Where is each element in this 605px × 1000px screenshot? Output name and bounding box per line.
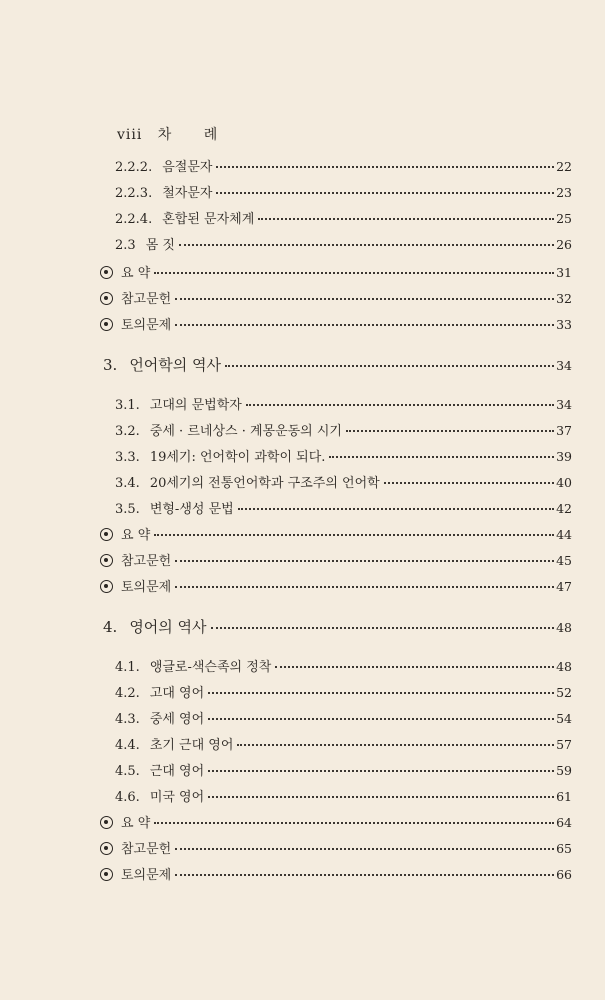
toc-item	[115, 472, 572, 491]
toc-summary-item	[100, 838, 572, 857]
page-title: 차 례	[157, 127, 232, 143]
dot-leader	[237, 744, 554, 746]
toc-summary-item	[100, 812, 572, 831]
dot-leader	[216, 166, 554, 168]
toc-page: 34	[556, 397, 572, 412]
toc-item	[115, 760, 572, 779]
toc-page: 40	[556, 475, 572, 490]
toc-text: 토의문제	[121, 318, 172, 333]
dot-leader	[154, 272, 554, 274]
toc-item	[115, 734, 572, 753]
bullet-circle-icon	[100, 292, 113, 305]
toc-number: 2.2.3.	[115, 186, 153, 201]
toc-page: 47	[556, 579, 572, 594]
dot-leader	[246, 404, 554, 406]
dot-leader	[208, 692, 554, 694]
toc-text: 요 약	[121, 266, 151, 281]
toc-page: 25	[556, 211, 572, 226]
toc-text: 근대 영어	[149, 764, 205, 779]
toc-text: 중세 영어	[149, 712, 205, 727]
bullet-circle-icon	[100, 580, 113, 593]
bullet-circle-icon	[100, 842, 113, 855]
toc-page: 39	[556, 449, 572, 464]
toc-item	[115, 394, 572, 413]
toc-page: 48	[556, 659, 572, 674]
toc-page: 34	[556, 358, 572, 373]
toc-page: 33	[556, 317, 572, 332]
toc-page: 64	[556, 815, 572, 830]
dot-leader	[346, 430, 554, 432]
bullet-circle-icon	[100, 318, 113, 331]
toc-text: 고대 영어	[149, 686, 205, 701]
toc-text: 토의문제	[121, 868, 172, 883]
toc-text: 요 약	[121, 816, 151, 831]
toc-page: 48	[556, 620, 572, 635]
toc-page: 59	[556, 763, 572, 778]
dot-leader	[175, 324, 554, 326]
dot-leader	[175, 874, 554, 876]
toc-chapter	[103, 354, 572, 375]
dot-leader	[154, 534, 554, 536]
toc-text: 미국 영어	[149, 790, 205, 805]
toc-summary-item	[100, 262, 572, 281]
toc-page: 32	[556, 291, 572, 306]
toc-text: 토의문제	[121, 580, 172, 595]
dot-leader	[216, 192, 554, 194]
toc-summary-item	[100, 288, 572, 307]
bullet-circle-icon	[100, 816, 113, 829]
toc-page: 37	[556, 423, 572, 438]
toc-text: 20세기의 전통언어학과 구조주의 언어학	[149, 476, 380, 491]
toc-page: 26	[556, 237, 572, 252]
dot-leader	[329, 456, 554, 458]
toc-number: 4.3.	[115, 712, 140, 727]
toc-page: 44	[556, 527, 572, 542]
toc-summary-item	[100, 314, 572, 333]
toc-number: 2.2.2.	[115, 160, 153, 175]
dot-leader	[208, 796, 554, 798]
bullet-circle-icon	[100, 266, 113, 279]
toc-number: 3.	[103, 356, 118, 374]
bullet-circle-icon	[100, 528, 113, 541]
toc-text: 혼합된 문자체계	[162, 212, 255, 227]
toc-text: 음절문자	[162, 160, 213, 175]
toc-text: 19세기: 언어학이 과학이 되다.	[149, 450, 326, 465]
toc-number: 3.4.	[115, 476, 140, 491]
toc-number: 2.3	[115, 238, 136, 253]
toc-item	[115, 182, 572, 201]
dot-leader	[211, 627, 555, 629]
toc-item	[115, 420, 572, 439]
dot-leader	[275, 666, 554, 668]
toc-page: 54	[556, 711, 572, 726]
toc-text: 참고문헌	[121, 842, 172, 857]
toc-text: 철자문자	[162, 186, 213, 201]
dot-leader	[175, 560, 554, 562]
toc-page: 23	[556, 185, 572, 200]
toc-page: 57	[556, 737, 572, 752]
toc-item	[115, 446, 572, 465]
toc-text: 요 약	[121, 528, 151, 543]
toc-text: 변형-생성 문법	[149, 502, 234, 517]
toc-item	[115, 786, 572, 805]
toc-number: 3.2.	[115, 424, 140, 439]
toc-number: 4.2.	[115, 686, 140, 701]
dot-leader	[208, 770, 554, 772]
toc-item	[115, 498, 572, 517]
toc-number: 4.1.	[115, 660, 140, 675]
toc-text: 참고문헌	[121, 292, 172, 307]
dot-leader	[179, 244, 554, 246]
toc-summary-item	[100, 864, 572, 883]
toc-item	[115, 156, 572, 175]
toc-page: 31	[556, 265, 572, 280]
toc-page: 45	[556, 553, 572, 568]
toc-number: 4.6.	[115, 790, 140, 805]
dot-leader	[154, 822, 554, 824]
toc-item	[115, 234, 572, 253]
toc-page: 66	[556, 867, 572, 882]
toc-text: 언어학의 역사	[129, 356, 222, 374]
dot-leader	[208, 718, 554, 720]
dot-leader	[258, 218, 554, 220]
toc-number: 4.	[103, 618, 118, 636]
toc-text: 앵글로-색슨족의 정착	[149, 660, 272, 675]
toc-number: 4.5.	[115, 764, 140, 779]
toc-text: 참고문헌	[121, 554, 172, 569]
dot-leader	[238, 508, 554, 510]
toc-number: 4.4.	[115, 738, 140, 753]
toc-text: 중세 · 르네상스 · 계몽운동의 시기	[149, 424, 342, 439]
toc-text: 고대의 문법학자	[149, 398, 242, 413]
toc-text: 초기 근대 영어	[149, 738, 234, 753]
toc-page: 52	[556, 685, 572, 700]
toc-item	[115, 682, 572, 701]
toc-number: 3.5.	[115, 502, 140, 517]
toc-page: 61	[556, 789, 572, 804]
toc-summary-item	[100, 550, 572, 569]
dot-leader	[175, 848, 554, 850]
page-number: viii	[117, 127, 143, 143]
toc-item	[115, 708, 572, 727]
bullet-circle-icon	[100, 554, 113, 567]
toc-page: 65	[556, 841, 572, 856]
toc-number: 3.1.	[115, 398, 140, 413]
dot-leader	[175, 586, 554, 588]
toc-text: 몸 짓	[145, 238, 175, 253]
dot-leader	[225, 365, 554, 367]
toc-number: 2.2.4.	[115, 212, 153, 227]
toc-item	[115, 208, 572, 227]
running-head	[117, 124, 231, 144]
toc-page: 22	[556, 159, 572, 174]
toc-item	[115, 656, 572, 675]
bullet-circle-icon	[100, 868, 113, 881]
toc-text: 영어의 역사	[129, 618, 207, 636]
toc-summary-item	[100, 524, 572, 543]
dot-leader	[175, 298, 554, 300]
toc-summary-item	[100, 576, 572, 595]
dot-leader	[384, 482, 554, 484]
toc-page: 42	[556, 501, 572, 516]
toc-chapter	[103, 616, 572, 637]
toc-number: 3.3.	[115, 450, 140, 465]
